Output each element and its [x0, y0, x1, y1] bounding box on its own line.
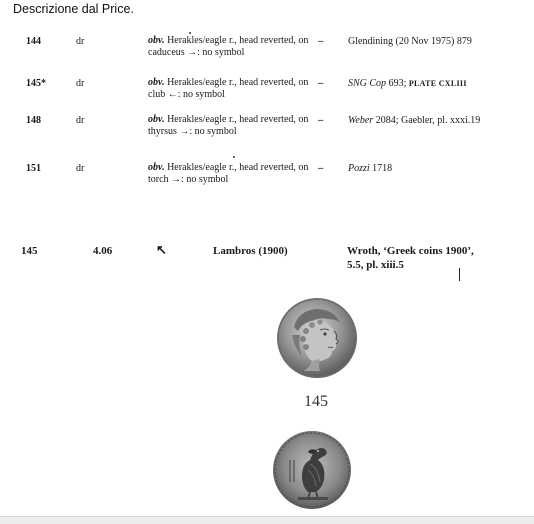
- reference: Glendining (20 Nov 1975) 879: [348, 36, 472, 47]
- die-axis-arrow-icon: ↖: [156, 242, 167, 257]
- reference-rest: 693;: [386, 78, 409, 89]
- obv-label: obv.: [148, 162, 165, 173]
- description-text: Herakles/eagle r., head reverted, on torch →: no symbol: [148, 162, 309, 185]
- entry-weight: 4.06: [93, 245, 113, 257]
- dot-mark: [233, 156, 235, 158]
- catalogue-number: 145*: [26, 78, 46, 89]
- reference-italic: Weber: [348, 115, 374, 126]
- plate-number-label: 145: [304, 393, 328, 410]
- reference-rest: 2084; Gaebler, pl. xxxi.19: [373, 115, 481, 126]
- entry-number: 145: [21, 245, 38, 257]
- obv-label: obv.: [148, 77, 165, 88]
- obv-label: obv.: [148, 35, 165, 46]
- coin-obverse-herakles-head-icon: [276, 297, 358, 379]
- reference: [348, 114, 528, 127]
- plate-reference: PLATE CXLIII: [408, 79, 467, 88]
- denomination: dr: [76, 78, 85, 89]
- denomination: dr: [76, 115, 85, 126]
- coin-description: [148, 35, 318, 59]
- text-cursor[interactable]: [459, 268, 460, 281]
- catalogue-number: 144: [26, 36, 41, 47]
- description-text: Herakles/eagle r., head reverted, on thyrsus →: no symbol: [148, 114, 309, 137]
- denomination: dr: [76, 36, 85, 47]
- separator-dash: –: [318, 78, 324, 89]
- catalogue-number: 148: [26, 115, 41, 126]
- obv-label: obv.: [148, 114, 165, 125]
- separator-dash: –: [318, 115, 324, 126]
- document-title: Descrizione dal Price.: [13, 2, 134, 16]
- coin-description: [148, 77, 318, 101]
- denomination: dr: [76, 163, 85, 174]
- reference-italic: SNG Cop: [348, 78, 387, 89]
- dot-mark: [189, 32, 191, 34]
- reference-rest: 1718: [369, 163, 393, 174]
- reference: [348, 77, 528, 90]
- description-text: Herakles/eagle r., head reverted, on caduceus →: no symbol: [148, 35, 309, 58]
- coin-description: [148, 114, 318, 138]
- entry-provenance: Lambros (1900): [213, 245, 288, 257]
- separator-dash: –: [318, 163, 324, 174]
- description-text: Herakles/eagle r., head reverted, on club ←: no symbol: [148, 77, 309, 100]
- catalogue-number: 151: [26, 163, 41, 174]
- coin-description: [148, 162, 318, 186]
- reference: [348, 162, 528, 175]
- separator-dash: –: [318, 36, 324, 47]
- reference-italic: Pozzi: [348, 163, 370, 174]
- coin-reverse-eagle-icon: [272, 430, 352, 510]
- entry-reference: Wroth, ‘Greek coins 1900’, 5.5, pl. xiii.5: [347, 245, 474, 271]
